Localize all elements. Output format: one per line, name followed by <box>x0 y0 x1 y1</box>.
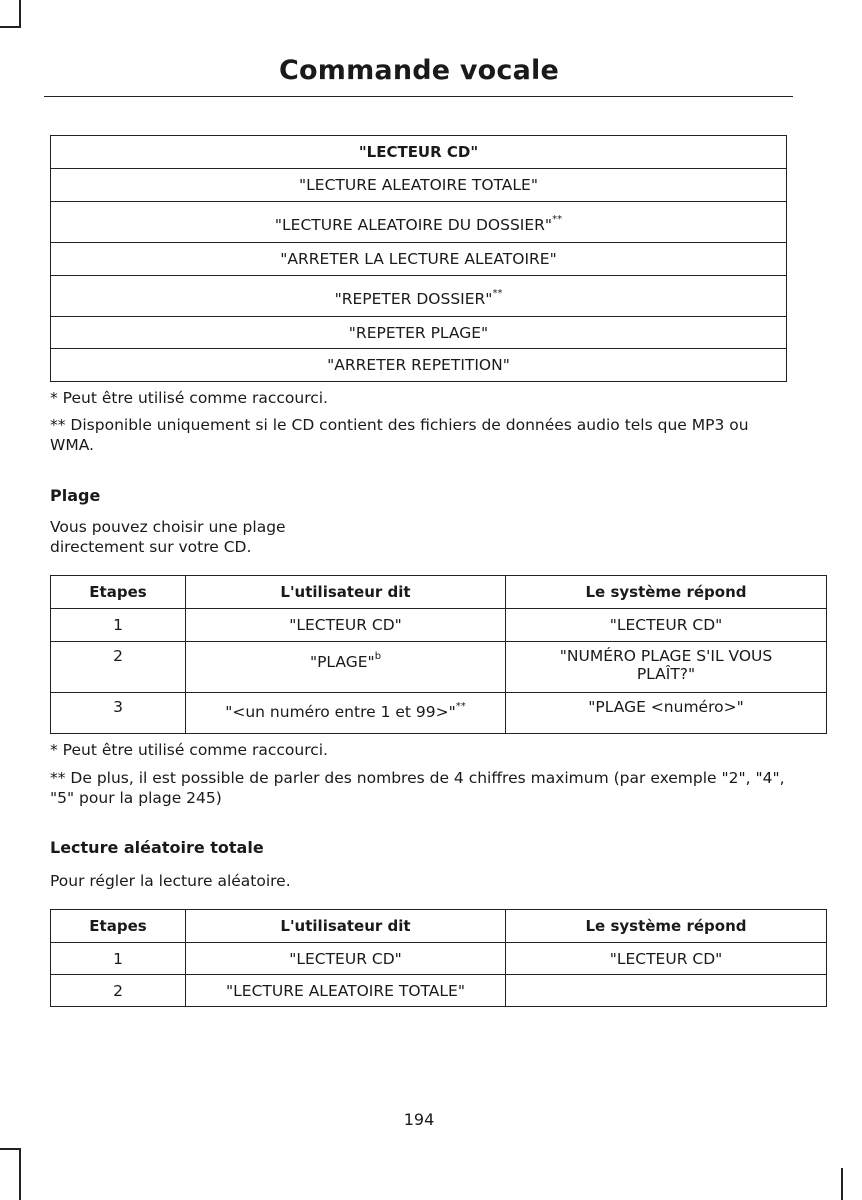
command-text: "REPETER PLAGE" <box>348 323 489 342</box>
crop-mark <box>19 1148 21 1200</box>
table-header-row <box>51 136 787 169</box>
section-intro-plage: Vous pouvez choisir une plage directement sur votre CD. <box>50 518 286 556</box>
footnote-star: * Peut être utilisé comme raccourci. <box>50 741 328 759</box>
step-cell: 3 <box>51 693 186 734</box>
table-row <box>51 642 827 693</box>
table-cell <box>51 243 787 276</box>
user-says-text: "<un numéro entre 1 et 99>" <box>225 703 456 722</box>
page-title: Commande vocale <box>278 55 560 86</box>
crop-mark <box>841 1168 843 1200</box>
column-header-user: L'utilisateur dit <box>186 910 506 943</box>
user-says-cell: "LECTEUR CD" <box>186 943 506 975</box>
table-cell <box>51 202 787 243</box>
table-header-row <box>51 576 827 609</box>
step-cell: 1 <box>51 609 186 642</box>
user-says-cell <box>186 609 506 642</box>
table-row <box>51 169 787 202</box>
system-responds-cell <box>506 975 827 1007</box>
column-header-steps: Etapes <box>51 910 186 943</box>
footnote-marker: ** <box>455 701 466 712</box>
random-steps-table <box>50 909 827 1007</box>
user-says-cell <box>186 693 506 734</box>
table-row <box>51 202 787 243</box>
table-cell <box>51 349 787 382</box>
section-heading-plage: Plage <box>50 486 101 505</box>
crop-mark <box>0 1148 21 1150</box>
crop-mark <box>0 26 21 28</box>
command-text: "REPETER DOSSIER" <box>334 290 493 309</box>
command-text: "LECTURE ALEATOIRE TOTALE" <box>299 176 538 194</box>
cd-commands-table <box>50 135 787 382</box>
table-cell <box>51 317 787 349</box>
table-row <box>51 317 787 349</box>
table-row <box>51 276 787 317</box>
section-intro-random: Pour régler la lecture aléatoire. <box>50 872 291 890</box>
column-header-steps: Etapes <box>51 576 186 609</box>
section-heading-random: Lecture aléatoire totale <box>50 838 264 857</box>
table-header-row <box>51 910 827 943</box>
user-says-cell: "LECTURE ALEATOIRE TOTALE" <box>186 975 506 1007</box>
footnote-marker: ** <box>552 213 563 225</box>
column-header-system: Le système répond <box>506 910 827 943</box>
footnote-star: * Peut être utilisé comme raccourci. <box>50 389 328 407</box>
plage-steps-table <box>50 575 827 734</box>
crop-mark <box>19 0 21 26</box>
table-header-cell: "LECTEUR CD" <box>51 136 787 169</box>
column-header-user: L'utilisateur dit <box>186 576 506 609</box>
page-number: 194 <box>403 1110 435 1129</box>
table-cell <box>51 276 787 317</box>
system-responds-cell: "LECTEUR CD" <box>506 943 827 975</box>
command-text: "ARRETER REPETITION" <box>327 356 510 374</box>
system-responds-cell: "NUMÉRO PLAGE S'IL VOUS PLAÎT?" <box>506 642 827 693</box>
user-says-text: "LECTEUR CD" <box>289 616 402 634</box>
footnote-marker: b <box>374 651 382 662</box>
table-row <box>51 609 827 642</box>
system-responds-cell: "LECTEUR CD" <box>506 609 827 642</box>
step-cell: 2 <box>51 975 186 1007</box>
user-says-cell <box>186 642 506 693</box>
step-cell: 1 <box>51 943 186 975</box>
command-text: "LECTURE ALEATOIRE DU DOSSIER" <box>274 216 553 235</box>
table-cell <box>51 169 787 202</box>
table-row <box>51 349 787 382</box>
table-row <box>51 693 827 734</box>
title-rule <box>44 96 793 97</box>
step-cell: 2 <box>51 642 186 693</box>
footnote-double-star: ** Disponible uniquement si le CD contient des fichiers de données audio tels que MP3 ou WMA. <box>50 416 749 454</box>
user-says-text: "PLAGE" <box>309 653 375 672</box>
table-row <box>51 943 827 975</box>
system-responds-cell: "PLAGE <numéro>" <box>506 693 827 734</box>
table-row <box>51 243 787 276</box>
footnote-marker: ** <box>492 287 503 299</box>
column-header-system: Le système répond <box>506 576 827 609</box>
footnote-double-star: ** De plus, il est possible de parler des nombres de 4 chiffres maximum (par exemple "2", "4", "5" pour la plage 245) <box>50 769 785 807</box>
table-row <box>51 975 827 1007</box>
command-text: "ARRETER LA LECTURE ALEATOIRE" <box>280 250 557 268</box>
